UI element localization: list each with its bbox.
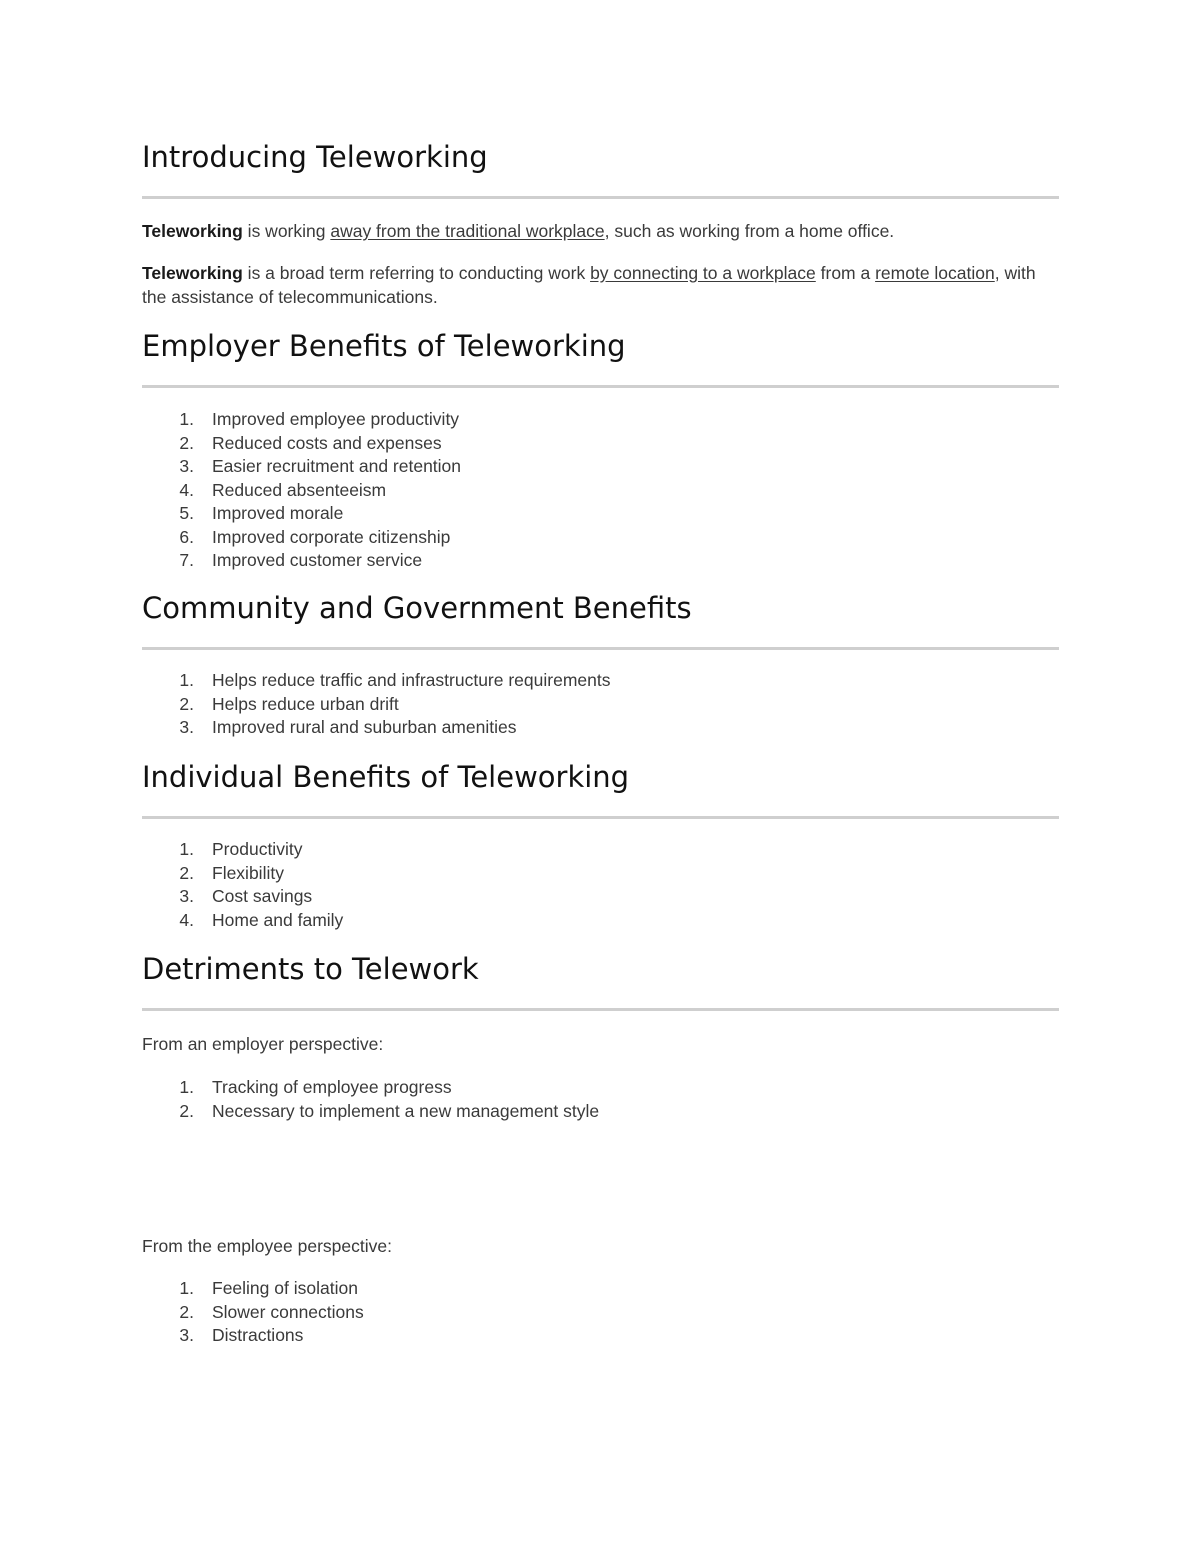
heading-divider bbox=[142, 196, 1059, 199]
term-teleworking: Teleworking bbox=[142, 221, 243, 241]
list-number: 6. bbox=[179, 526, 194, 547]
list-item bbox=[142, 502, 1059, 526]
list-number: 2. bbox=[179, 862, 194, 883]
list-item bbox=[142, 1324, 1059, 1348]
list-item-text: Improved employee productivity bbox=[212, 409, 460, 429]
list-item-text: Improved rural and suburban amenities bbox=[212, 717, 517, 737]
list-item bbox=[142, 432, 1059, 456]
list-number: 3. bbox=[179, 456, 194, 476]
list-number: 3. bbox=[179, 886, 194, 906]
heading-divider bbox=[142, 647, 1059, 650]
intro-paragraph-2 bbox=[142, 261, 1059, 309]
list-item-text: Improved corporate citizenship bbox=[212, 526, 451, 547]
text-span: is working bbox=[242, 221, 331, 241]
intro-paragraph-1 bbox=[142, 219, 1059, 243]
list-number: 4. bbox=[179, 479, 194, 500]
list-item bbox=[142, 669, 1059, 693]
list-item bbox=[142, 1076, 1059, 1100]
list-item bbox=[142, 1277, 1059, 1301]
list-item-text: Slower connections bbox=[212, 1301, 364, 1322]
heading-divider bbox=[142, 1008, 1059, 1011]
list-number: 3. bbox=[179, 1325, 194, 1345]
list-number: 4. bbox=[179, 909, 194, 930]
list-number: 2. bbox=[179, 693, 194, 714]
list-item-text: Tracking of employee progress bbox=[212, 1077, 452, 1097]
list-item bbox=[142, 1301, 1059, 1325]
list-item-text: Helps reduce urban drift bbox=[212, 693, 399, 714]
list-number: 1. bbox=[179, 409, 194, 429]
text-span: from a bbox=[815, 263, 876, 283]
underlined-phrase: away from the traditional workplace bbox=[330, 221, 605, 241]
list-item-text: Necessary to implement a new management style bbox=[212, 1100, 600, 1121]
list-item bbox=[142, 408, 1059, 432]
list-number: 1. bbox=[179, 670, 194, 690]
heading-detriments: Detriments to Telework bbox=[142, 952, 479, 986]
heading-employer-benefits: Employer Benefits of Teleworking bbox=[142, 329, 626, 363]
list-item bbox=[142, 862, 1059, 886]
list-item bbox=[142, 549, 1059, 573]
heading-introducing-teleworking: Introducing Teleworking bbox=[142, 140, 488, 174]
text-span: , such as working from a home office. bbox=[604, 221, 895, 241]
heading-divider bbox=[142, 385, 1059, 388]
list-number: 1. bbox=[179, 1278, 194, 1298]
list-number: 1. bbox=[179, 839, 194, 859]
text-span: , with the assistance of telecommunications. bbox=[142, 263, 1036, 307]
list-item bbox=[142, 909, 1059, 933]
list-item bbox=[142, 526, 1059, 550]
list-item bbox=[142, 885, 1059, 909]
list-item bbox=[142, 838, 1059, 862]
list-number: 5. bbox=[179, 503, 194, 523]
list-item bbox=[142, 716, 1059, 740]
list-number: 1. bbox=[179, 1077, 194, 1097]
list-item-text: Cost savings bbox=[212, 886, 313, 906]
underlined-phrase: remote location bbox=[875, 263, 995, 283]
heading-divider bbox=[142, 816, 1059, 819]
employer-perspective-intro: From an employer perspective: bbox=[142, 1034, 384, 1054]
list-number: 2. bbox=[179, 1100, 194, 1121]
employer-benefits-list bbox=[142, 408, 1059, 573]
employee-perspective-intro: From the employee perspective: bbox=[142, 1236, 392, 1256]
employer-detriments-list bbox=[142, 1076, 1059, 1123]
heading-community-benefits: Community and Government Benefits bbox=[142, 591, 692, 625]
list-item-text: Productivity bbox=[212, 839, 303, 859]
list-number: 7. bbox=[179, 550, 194, 570]
list-item-text: Reduced costs and expenses bbox=[212, 432, 442, 453]
list-item-text: Feeling of isolation bbox=[212, 1278, 358, 1298]
list-item bbox=[142, 693, 1059, 717]
employee-detriments-list bbox=[142, 1277, 1059, 1348]
underlined-phrase: by connecting to a workplace bbox=[590, 263, 816, 283]
list-number: 3. bbox=[179, 717, 194, 737]
list-item-text: Helps reduce traffic and infrastructure requirements bbox=[212, 670, 611, 690]
text-span: is a broad term referring to conducting work bbox=[242, 263, 591, 283]
list-item-text: Improved customer service bbox=[212, 550, 423, 570]
list-item-text: Home and family bbox=[212, 909, 344, 930]
community-benefits-list bbox=[142, 669, 1059, 740]
list-item bbox=[142, 1100, 1059, 1124]
list-item bbox=[142, 455, 1059, 479]
term-teleworking: Teleworking bbox=[142, 263, 243, 283]
list-item-text: Easier recruitment and retention bbox=[212, 456, 462, 476]
list-item-text: Improved morale bbox=[212, 503, 344, 523]
list-item bbox=[142, 479, 1059, 503]
list-number: 2. bbox=[179, 432, 194, 453]
list-number: 2. bbox=[179, 1301, 194, 1322]
list-item-text: Distractions bbox=[212, 1325, 304, 1345]
list-item-text: Reduced absenteeism bbox=[212, 479, 387, 500]
heading-individual-benefits: Individual Benefits of Teleworking bbox=[142, 760, 630, 794]
individual-benefits-list bbox=[142, 838, 1059, 932]
list-item-text: Flexibility bbox=[212, 862, 284, 883]
